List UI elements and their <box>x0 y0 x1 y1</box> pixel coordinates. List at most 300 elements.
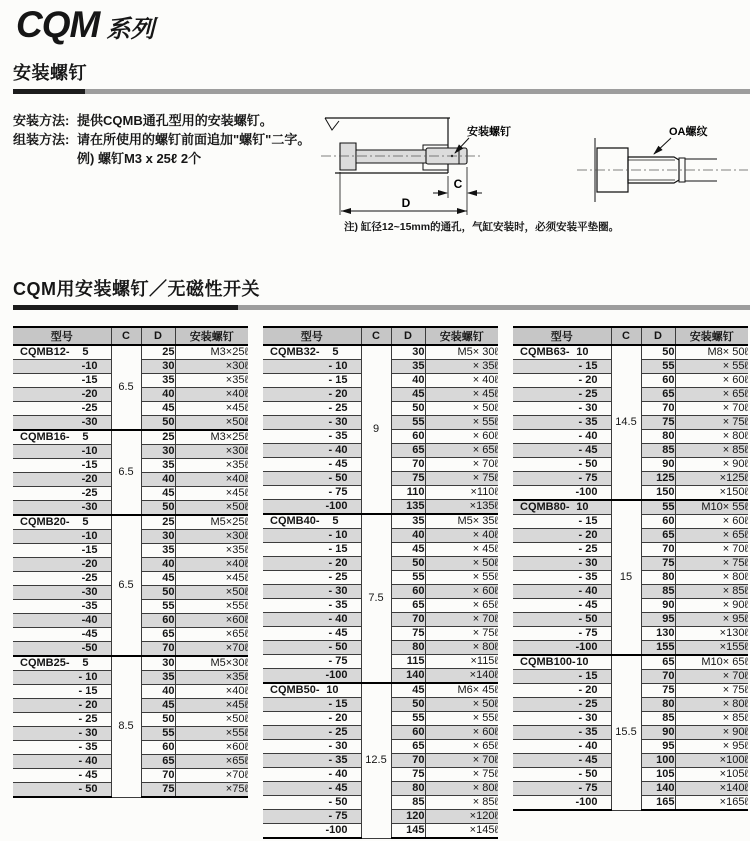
d-dimension-cell: 80 <box>391 782 425 796</box>
model-cell <box>13 572 111 586</box>
intro-text <box>13 111 310 168</box>
d-dimension-cell: 110 <box>391 486 425 500</box>
model-cell <box>513 768 611 782</box>
stroke-value: -30 <box>81 501 98 513</box>
stroke-value: -10 <box>81 530 98 542</box>
stroke-value: - 25 <box>578 543 598 555</box>
stroke-value: - 35 <box>578 571 598 583</box>
d-dimension-cell: 55 <box>641 360 675 374</box>
stroke-value: -25 <box>81 402 98 414</box>
d-dimension-cell: 50 <box>391 698 425 712</box>
screw-size-cell: ×130ℓ <box>675 627 748 641</box>
table-row <box>13 345 248 360</box>
screw-size-cell: × 80ℓ <box>675 571 748 585</box>
model-cell <box>263 571 361 585</box>
screw-size-cell: M3×25ℓ <box>175 430 248 445</box>
screw-size-cell: ×35ℓ <box>175 671 248 685</box>
model-cell <box>13 628 111 642</box>
stroke-value: - 50 <box>328 641 348 653</box>
screw-size-cell: × 65ℓ <box>425 740 498 754</box>
screw-size-cell: ×40ℓ <box>175 388 248 402</box>
model-cell <box>513 726 611 740</box>
d-dimension-cell: 80 <box>391 641 425 655</box>
stroke-value: -100 <box>325 669 348 681</box>
d-dimension-cell: 25 <box>141 430 175 445</box>
c-dimension-cell: 12.5 <box>361 683 391 838</box>
model-cell <box>263 557 361 571</box>
d-dimension-cell: 60 <box>391 585 425 599</box>
model-cell <box>513 740 611 754</box>
stroke-value: - 40 <box>578 740 598 752</box>
stroke-value: - 75 <box>328 810 348 822</box>
model-cell <box>13 445 111 459</box>
screw-size-cell: × 55ℓ <box>675 360 748 374</box>
screw-size-cell: × 75ℓ <box>675 684 748 698</box>
d-dimension-cell: 55 <box>391 712 425 726</box>
d-dimension-cell: 50 <box>141 713 175 727</box>
screw-size-cell: × 80ℓ <box>425 641 498 655</box>
d-dimension-cell: 60 <box>391 430 425 444</box>
screw-size-cell: M10× 55ℓ <box>675 500 748 515</box>
model-cell <box>263 810 361 824</box>
screw-size-cell: × 90ℓ <box>675 599 748 613</box>
d-dimension-cell: 45 <box>141 487 175 501</box>
stroke-value: - 30 <box>328 416 348 428</box>
oa-thread-label: OA螺纹 <box>669 126 708 138</box>
d-dimension-cell: 50 <box>391 402 425 416</box>
column-header-model: 型号 <box>263 327 361 345</box>
screw-size-cell: ×65ℓ <box>175 628 248 642</box>
stroke-value: - 25 <box>328 402 348 414</box>
table-row <box>513 655 748 670</box>
model-prefix: CQMB25- <box>20 657 70 669</box>
model-cell <box>263 444 361 458</box>
stroke-value: - 15 <box>328 543 348 555</box>
d-dimension-cell: 70 <box>391 754 425 768</box>
stroke-value: -100 <box>575 641 598 653</box>
model-cell <box>513 712 611 726</box>
screw-size-cell: × 60ℓ <box>675 374 748 388</box>
stroke-value: - 50 <box>328 472 348 484</box>
stroke-value: - 20 <box>328 712 348 724</box>
stroke-value: -100 <box>325 824 348 836</box>
model-cell <box>13 459 111 473</box>
c-dimension-cell: 9 <box>361 345 391 514</box>
stroke-value: 5 <box>82 431 89 443</box>
d-dimension-cell: 85 <box>641 712 675 726</box>
d-dimension-cell: 45 <box>141 402 175 416</box>
model-cell <box>263 768 361 782</box>
screw-size-cell: × 55ℓ <box>425 416 498 430</box>
model-cell <box>263 726 361 740</box>
stroke-value: 5 <box>82 346 89 358</box>
stroke-value: - 50 <box>578 768 598 780</box>
stroke-value: - 15 <box>578 360 598 372</box>
stroke-value: - 75 <box>578 627 598 639</box>
d-dimension-cell: 125 <box>641 472 675 486</box>
column-header-d: D <box>141 327 175 345</box>
model-cell <box>513 486 611 501</box>
table-row <box>513 345 748 360</box>
assembly-method-text: 请在所使用的螺钉前面追加"螺钉"二字。 <box>77 132 311 147</box>
stroke-value: - 25 <box>578 698 598 710</box>
model-cell <box>263 529 361 543</box>
model-cell <box>263 627 361 641</box>
stroke-value: - 40 <box>328 613 348 625</box>
d-dimension-cell: 55 <box>641 500 675 515</box>
d-dimension-cell: 65 <box>641 388 675 402</box>
model-cell <box>13 345 111 360</box>
stroke-value: - 10 <box>328 529 348 541</box>
section-rule <box>13 89 750 94</box>
model-cell <box>513 698 611 712</box>
stroke-value: - 35 <box>328 430 348 442</box>
d-dimension-cell: 100 <box>641 754 675 768</box>
d-dimension-cell: 75 <box>391 627 425 641</box>
model-cell <box>513 782 611 796</box>
section-rule <box>13 305 750 310</box>
rule-gray-segment <box>238 305 750 310</box>
model-cell <box>263 782 361 796</box>
stroke-value: -45 <box>81 628 98 640</box>
model-cell <box>263 740 361 754</box>
stroke-value: - 20 <box>328 557 348 569</box>
d-dimension-cell: 65 <box>141 755 175 769</box>
stroke-value: - 30 <box>328 585 348 597</box>
d-dimension-cell: 55 <box>391 571 425 585</box>
screw-size-cell: M5× 30ℓ <box>425 345 498 360</box>
dim-c-label: C <box>453 177 463 191</box>
model-cell <box>13 544 111 558</box>
series-code: CQM <box>16 4 100 45</box>
screw-size-cell: ×50ℓ <box>175 416 248 431</box>
screw-size-cell: ×40ℓ <box>175 685 248 699</box>
c-dimension-cell: 15 <box>611 500 641 655</box>
stroke-value: - 10 <box>328 360 348 372</box>
model-cell <box>13 656 111 671</box>
model-cell <box>263 360 361 374</box>
stroke-value: -25 <box>81 487 98 499</box>
model-cell <box>513 529 611 543</box>
d-dimension-cell: 75 <box>641 684 675 698</box>
screw-size-cell: ×65ℓ <box>175 755 248 769</box>
screw-size-cell: ×50ℓ <box>175 501 248 516</box>
d-dimension-cell: 35 <box>141 374 175 388</box>
screw-size-cell: × 60ℓ <box>425 726 498 740</box>
stroke-value: - 35 <box>78 741 98 753</box>
d-dimension-cell: 40 <box>391 374 425 388</box>
screw-size-cell: × 80ℓ <box>675 430 748 444</box>
model-cell <box>513 599 611 613</box>
model-cell <box>13 388 111 402</box>
stroke-value: - 15 <box>328 374 348 386</box>
d-dimension-cell: 95 <box>641 613 675 627</box>
model-cell <box>263 641 361 655</box>
d-dimension-cell: 60 <box>141 741 175 755</box>
screw-size-cell: ×30ℓ <box>175 530 248 544</box>
d-dimension-cell: 40 <box>141 473 175 487</box>
stroke-value: - 15 <box>328 698 348 710</box>
model-cell <box>13 402 111 416</box>
d-dimension-cell: 60 <box>641 515 675 529</box>
series-suffix: 系列 <box>106 16 155 43</box>
assembly-method-line <box>13 130 310 149</box>
model-cell <box>263 683 361 698</box>
model-cell <box>513 627 611 641</box>
screw-size-cell: ×55ℓ <box>175 600 248 614</box>
rule-dark-segment <box>13 305 238 310</box>
screw-size-cell: × 45ℓ <box>425 388 498 402</box>
d-dimension-cell: 55 <box>141 600 175 614</box>
model-cell <box>513 754 611 768</box>
screw-size-cell: × 75ℓ <box>675 557 748 571</box>
d-dimension-cell: 50 <box>641 345 675 360</box>
model-cell <box>263 669 361 684</box>
column-header-c: C <box>611 327 641 345</box>
model-cell <box>13 755 111 769</box>
screw-size-cell: ×30ℓ <box>175 445 248 459</box>
screw-size-cell: × 65ℓ <box>675 529 748 543</box>
stroke-value: - 50 <box>78 783 98 795</box>
table-row <box>13 656 248 671</box>
stroke-value: - 15 <box>578 670 598 682</box>
screw-size-cell: ×30ℓ <box>175 360 248 374</box>
d-dimension-cell: 70 <box>391 613 425 627</box>
model-cell <box>513 641 611 656</box>
screw-size-cell: ×115ℓ <box>425 655 498 669</box>
d-dimension-cell: 55 <box>391 416 425 430</box>
c-dimension-cell: 6.5 <box>111 430 141 515</box>
table-row <box>13 430 248 445</box>
stroke-value: - 40 <box>578 585 598 597</box>
d-dimension-cell: 85 <box>641 444 675 458</box>
model-cell <box>263 585 361 599</box>
screw-size-cell: ×60ℓ <box>175 741 248 755</box>
model-cell <box>513 388 611 402</box>
stroke-value: - 30 <box>78 727 98 739</box>
model-cell <box>263 430 361 444</box>
column-header-model: 型号 <box>13 327 111 345</box>
model-cell <box>263 388 361 402</box>
model-cell <box>263 698 361 712</box>
d-dimension-cell: 40 <box>141 388 175 402</box>
model-cell <box>13 699 111 713</box>
d-dimension-cell: 35 <box>141 459 175 473</box>
d-dimension-cell: 45 <box>141 699 175 713</box>
d-dimension-cell: 40 <box>141 558 175 572</box>
stroke-value: 10 <box>576 656 589 668</box>
screw-size-cell: × 65ℓ <box>675 388 748 402</box>
d-dimension-cell: 155 <box>641 641 675 656</box>
model-prefix: CQMB12- <box>20 346 70 358</box>
d-dimension-cell: 115 <box>391 655 425 669</box>
d-dimension-cell: 35 <box>141 671 175 685</box>
screw-size-cell: × 90ℓ <box>675 458 748 472</box>
screw-table-3 <box>513 326 748 811</box>
d-dimension-cell: 65 <box>391 740 425 754</box>
d-dimension-cell: 45 <box>391 388 425 402</box>
rule-gray-segment <box>85 89 750 94</box>
model-cell <box>13 727 111 741</box>
stroke-value: -20 <box>81 558 98 570</box>
screw-size-cell: × 55ℓ <box>425 571 498 585</box>
d-dimension-cell: 50 <box>141 586 175 600</box>
stroke-value: - 15 <box>578 515 598 527</box>
stroke-value: -100 <box>575 796 598 808</box>
d-dimension-cell: 70 <box>141 769 175 783</box>
stroke-value: - 30 <box>328 740 348 752</box>
screw-size-cell: ×35ℓ <box>175 459 248 473</box>
stroke-value: -30 <box>81 416 98 428</box>
d-dimension-cell: 50 <box>141 416 175 431</box>
oa-thread-drawing <box>575 110 750 215</box>
screw-table-2 <box>263 326 498 839</box>
screw-size-cell: ×70ℓ <box>175 769 248 783</box>
screw-size-cell: × 70ℓ <box>675 670 748 684</box>
screw-size-cell: × 75ℓ <box>425 627 498 641</box>
stroke-value: -15 <box>81 544 98 556</box>
d-dimension-cell: 45 <box>141 572 175 586</box>
d-dimension-cell: 30 <box>391 345 425 360</box>
d-dimension-cell: 55 <box>141 727 175 741</box>
screw-size-cell: ×50ℓ <box>175 586 248 600</box>
model-cell <box>13 473 111 487</box>
stroke-value: 5 <box>332 346 339 358</box>
table-column-2 <box>263 326 498 839</box>
stroke-value: - 75 <box>328 486 348 498</box>
model-cell <box>513 402 611 416</box>
column-header-model: 型号 <box>513 327 611 345</box>
stroke-value: - 20 <box>578 374 598 386</box>
stroke-value: - 50 <box>328 796 348 808</box>
screw-shaft <box>356 150 426 163</box>
d-dimension-cell: 65 <box>141 628 175 642</box>
model-cell <box>263 472 361 486</box>
dim-d-label: D <box>401 196 411 210</box>
model-prefix: CQMB100- <box>520 656 576 668</box>
stroke-value: - 30 <box>578 712 598 724</box>
stroke-value: - 20 <box>578 684 598 696</box>
section-heading: 安装螺钉 <box>13 63 87 83</box>
screw-size-cell: ×50ℓ <box>175 713 248 727</box>
stroke-value: - 30 <box>578 402 598 414</box>
d-dimension-cell: 70 <box>391 458 425 472</box>
column-header-d: D <box>391 327 425 345</box>
screw-size-cell: × 75ℓ <box>425 768 498 782</box>
d-dimension-cell: 105 <box>641 768 675 782</box>
d-dimension-cell: 25 <box>141 515 175 530</box>
screw-size-cell: ×105ℓ <box>675 768 748 782</box>
d-dimension-cell: 120 <box>391 810 425 824</box>
stroke-value: 5 <box>82 516 89 528</box>
screw-size-cell: ×45ℓ <box>175 487 248 501</box>
d-dimension-cell: 75 <box>641 416 675 430</box>
stroke-value: -15 <box>81 459 98 471</box>
d-dimension-cell: 30 <box>141 530 175 544</box>
model-cell <box>513 655 611 670</box>
model-cell <box>513 796 611 811</box>
model-cell <box>13 360 111 374</box>
screw-size-cell: ×110ℓ <box>425 486 498 500</box>
model-cell <box>513 515 611 529</box>
screw-size-cell: × 70ℓ <box>425 754 498 768</box>
model-prefix: CQMB63- <box>520 346 570 358</box>
model-cell <box>263 599 361 613</box>
d-dimension-cell: 40 <box>391 529 425 543</box>
screw-size-cell: × 80ℓ <box>675 698 748 712</box>
d-dimension-cell: 75 <box>641 557 675 571</box>
model-cell <box>13 713 111 727</box>
stroke-value: - 50 <box>578 613 598 625</box>
screw-size-cell: × 85ℓ <box>675 585 748 599</box>
d-dimension-cell: 65 <box>641 529 675 543</box>
model-cell <box>513 360 611 374</box>
stroke-value: -50 <box>81 642 98 654</box>
screw-size-cell: × 60ℓ <box>675 515 748 529</box>
d-dimension-cell: 75 <box>141 783 175 798</box>
model-cell <box>513 670 611 684</box>
screw-size-cell: ×120ℓ <box>425 810 498 824</box>
stroke-value: 10 <box>576 501 589 513</box>
model-cell <box>263 824 361 839</box>
d-dimension-cell: 150 <box>641 486 675 501</box>
stroke-value: 5 <box>82 657 89 669</box>
model-cell <box>513 585 611 599</box>
c-dimension-cell: 14.5 <box>611 345 641 500</box>
model-cell <box>513 374 611 388</box>
screw-size-cell: × 65ℓ <box>425 444 498 458</box>
screw-size-cell: × 45ℓ <box>425 543 498 557</box>
model-cell <box>263 796 361 810</box>
stroke-value: - 75 <box>578 472 598 484</box>
stroke-value: -40 <box>81 614 98 626</box>
model-cell <box>13 558 111 572</box>
model-cell <box>13 685 111 699</box>
stroke-value: -15 <box>81 374 98 386</box>
screw-size-cell: × 85ℓ <box>675 444 748 458</box>
model-cell <box>13 769 111 783</box>
screw-size-cell: × 70ℓ <box>425 613 498 627</box>
stroke-value: - 25 <box>328 726 348 738</box>
model-prefix: CQMB16- <box>20 431 70 443</box>
model-cell <box>513 472 611 486</box>
screw-size-cell: × 55ℓ <box>425 712 498 726</box>
d-dimension-cell: 60 <box>391 726 425 740</box>
screw-size-cell: ×140ℓ <box>675 782 748 796</box>
d-dimension-cell: 75 <box>391 472 425 486</box>
stroke-value: -100 <box>325 500 348 512</box>
stroke-value: - 40 <box>328 444 348 456</box>
d-dimension-cell: 130 <box>641 627 675 641</box>
model-prefix: CQMB50- <box>270 684 320 696</box>
model-cell <box>513 444 611 458</box>
section-mounting-screws <box>13 63 750 94</box>
model-cell <box>513 430 611 444</box>
column-header-screw: 安装螺钉 <box>425 327 498 345</box>
stroke-value: -25 <box>81 572 98 584</box>
screw-size-cell: × 50ℓ <box>425 698 498 712</box>
column-header-screw: 安装螺钉 <box>675 327 748 345</box>
screw-size-cell: M10× 65ℓ <box>675 655 748 670</box>
c-dimension-cell: 8.5 <box>111 656 141 797</box>
screw-size-cell: × 75ℓ <box>675 416 748 430</box>
stroke-value: - 45 <box>328 627 348 639</box>
model-cell <box>263 402 361 416</box>
model-cell <box>263 543 361 557</box>
screw-size-cell: ×75ℓ <box>175 783 248 798</box>
screw-size-cell: ×125ℓ <box>675 472 748 486</box>
d-dimension-cell: 40 <box>141 685 175 699</box>
